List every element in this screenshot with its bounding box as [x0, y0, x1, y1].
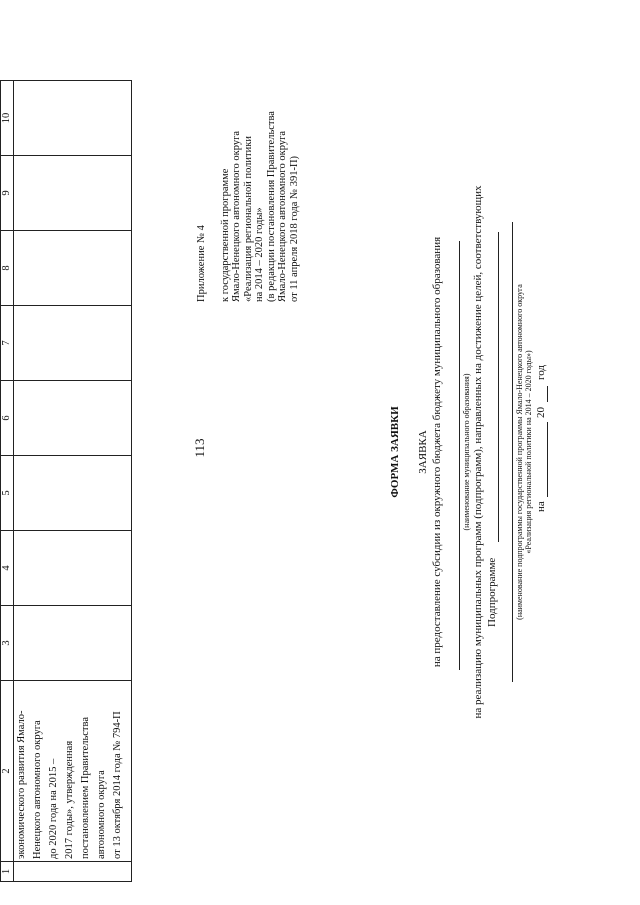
annex-line: (в редакции постановления Правительства — [265, 111, 277, 302]
col-number: 8 — [1, 231, 14, 306]
year-blank-line — [547, 422, 548, 497]
table-row — [14, 81, 132, 882]
annex-line: к государственной программе — [219, 168, 231, 302]
table-cell — [14, 306, 132, 381]
annex-line: «Реализация региональной политики — [242, 136, 254, 302]
form-title: ФОРМА ЗАЯВКИ — [389, 406, 401, 498]
table-cell — [14, 531, 132, 606]
col-number: 7 — [1, 306, 14, 381]
request-subtitle: на предоставление субсидии из окружного бюджета бюджету муниципального образования — [431, 236, 443, 668]
table-cell-program-text — [14, 681, 132, 862]
col-number: 10 — [1, 81, 14, 156]
table-cell — [14, 606, 132, 681]
municipality-blank-line — [459, 241, 460, 670]
table-cell — [14, 81, 132, 156]
table-cell — [14, 231, 132, 306]
year-prefix: на — [535, 501, 547, 512]
subprogram-caption-1: (наименование подпрограммы государственной программы Ямало-Ненецкого автономного округа — [515, 284, 524, 620]
table-cell — [14, 456, 132, 531]
annex-title: Приложение № 4 — [196, 225, 207, 302]
cell-line: экономического развития Ямало- — [16, 710, 27, 859]
subprogram-label: Подпрограмме — [486, 557, 498, 627]
request-heading: ЗАЯВКА — [417, 430, 429, 474]
col-number: 3 — [1, 606, 14, 681]
table-header-row — [1, 81, 14, 882]
year-century: 20 — [535, 407, 547, 418]
cell-line: от 13 октября 2014 года № 794-П — [112, 711, 123, 859]
cell-line: Ненецкого автономного округа — [32, 720, 43, 859]
col-number: 4 — [1, 531, 14, 606]
col-number: 2 — [1, 681, 14, 862]
subprogram-blank-line — [498, 232, 499, 542]
col-number: 1 — [1, 862, 14, 882]
page-number: 113 — [192, 438, 207, 458]
col-number: 6 — [1, 381, 14, 456]
cell-line: 2017 годы», утвержденная — [64, 740, 75, 859]
table-cell — [14, 862, 132, 882]
cell-line: постановлением Правительства — [80, 716, 91, 859]
annex-block — [196, 111, 300, 302]
municipality-caption: (наименование муниципального образования) — [462, 373, 471, 531]
purpose-text: на реализацию муниципальных программ (подпрограмм), направленных на достижение целей, соответствующих — [472, 185, 484, 719]
cell-line: автономного округа — [96, 770, 107, 859]
col-number: 9 — [1, 156, 14, 231]
year-suffix: год — [535, 364, 547, 380]
annex-line: от 11 апреля 2018 года № 391-П) — [288, 155, 300, 302]
annex-line: Ямало-Ненецкого автономного округа — [277, 130, 288, 302]
subprogram-name-line — [512, 222, 513, 682]
annex-line: на 2014 – 2020 годы» — [254, 207, 265, 302]
table-cell — [14, 156, 132, 231]
year-digits-line — [547, 386, 548, 402]
program-table — [0, 80, 132, 882]
rotated-page — [0, 22, 640, 882]
annex-line: Ямало-Ненецкого автономного округа — [231, 130, 242, 302]
cell-line: до 2020 года на 2015 – — [48, 758, 59, 859]
subprogram-caption-2: «Реализация региональной политики на 2014 – 2020 годы») — [524, 350, 533, 554]
col-number: 5 — [1, 456, 14, 531]
table-cell — [14, 381, 132, 456]
